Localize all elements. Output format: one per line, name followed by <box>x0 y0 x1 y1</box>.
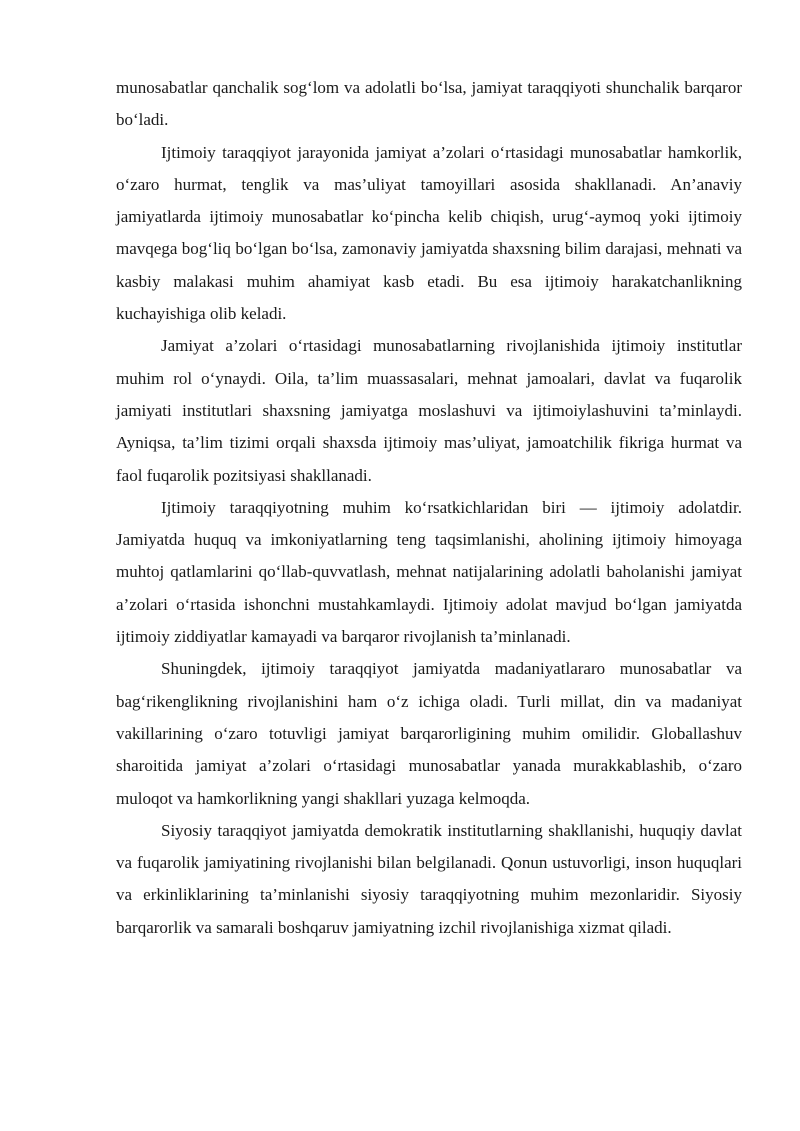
paragraph-social-justice: Ijtimoiy taraqqiyotning muhim ko‘rsatkichlaridan biri — ijtimoiy adolatdir. Jamiyatda huquq va imkoniyatlarning teng taqsimlanishi, aholining ijtimoiy himoyaga muhtoj qatlamlarini qo‘llab-quvvatlash, mehnat natijalarining adolatli baholanishi jamiyat a’zolari o‘rtasida ishonchni mustahkamlaydi. Ijtimoiy adolat mavjud bo‘lgan jamiyatda ijtimoiy ziddiyatlar kamayadi va barqaror rivojlanish ta’minlanadi. <box>116 497 742 647</box>
paragraph-political-development: Siyosiy taraqqiyot jamiyatda demokratik institutlarning shakllanishi, huquqiy davlat va fuqarolik jamiyatining rivojlanishi bilan belgilanadi. Qonun ustuvorligi, inson huquqlari va erkinliklarining ta’minlanishi siyosiy taraqqiyotning muhim mezonlaridir. Siyosiy barqarorlik va samarali boshqaruv jamiyatning izchil rivojlanishiga xizmat qiladi. <box>116 820 742 937</box>
document-page <box>116 72 742 944</box>
paragraph-social-relations: Ijtimoiy taraqqiyot jarayonida jamiyat a’zolari o‘rtasidagi munosabatlar hamkorlik, o‘zaro hurmat, tenglik va mas’uliyat tamoyillari asosida shakllanadi. An’anaviy jamiyatlarda ijtimoiy munosabatlar ko‘pincha kelib chiqish, urug‘-aymoq yoki ijtimoiy mavqega bog‘liq bo‘lgan bo‘lsa, zamonaviy jamiyatda shaxsning bilim darajasi, mehnati va kasbiy malakasi muhim ahamiyat kasb etadi. Bu esa ijtimoiy harakatchanlikning kuchayishiga olib keladi. <box>116 142 742 324</box>
paragraph-social-institutions: Jamiyat a’zolari o‘rtasidagi munosabatlarning rivojlanishida ijtimoiy institutlar muhim rol o‘ynaydi. Oila, ta’lim muassasalari, mehnat jamoalari, davlat va fuqarolik jamiyati institutlari shaxsning jamiyatga moslashuvi va ijtimoiylashuvini ta’minlaydi. Ayniqsa, ta’lim tizimi orqali shaxsda ijtimoiy mas’uliyat, jamoatchilik fikriga hurmat va faol fuqarolik pozitsiyasi shakllanadi. <box>116 336 742 485</box>
paragraph-continuation: munosabatlar qanchalik sog‘lom va adolatli bo‘lsa, jamiyat taraqqiyoti shunchalik barqaror bo‘ladi. <box>116 78 742 130</box>
paragraph-intercultural-relations: Shuningdek, ijtimoiy taraqqiyot jamiyatda madaniyatlararo munosabatlar va bag‘rikenglikning rivojlanishini ham o‘z ichiga oladi. Turli millat, din va madaniyat vakillarining o‘zaro totuvligi jamiyat barqarorligining muhim omilidir. Globallashuv sharoitida jamiyat a’zolari o‘rtasidagi munosabatlar yanada murakkablashib, o‘zaro muloqot va hamkorlikning yangi shakllari yuzaga kelmoqda. <box>116 659 742 808</box>
